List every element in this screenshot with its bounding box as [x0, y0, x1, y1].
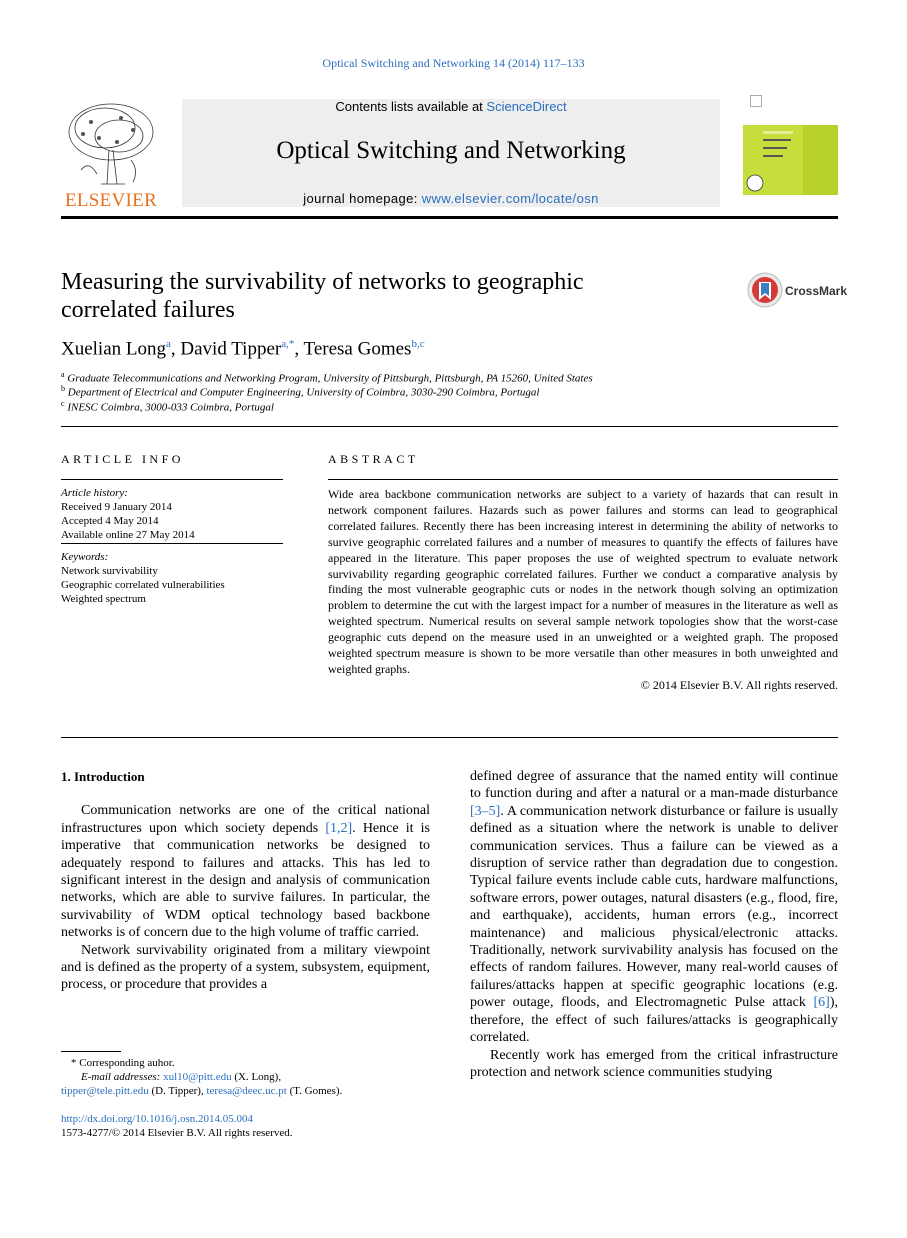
email-owner: (T. Gomes).: [286, 1085, 343, 1097]
article-info-heading: ARTICLE INFO: [61, 452, 184, 466]
journal-banner: [182, 99, 720, 207]
abstract-copyright: © 2014 Elsevier B.V. All rights reserved.: [640, 677, 838, 692]
citation-link[interactable]: [6]: [813, 995, 830, 1011]
citation-link[interactable]: [3–5]: [470, 803, 501, 819]
sciencedirect-link[interactable]: ScienceDirect: [486, 99, 567, 114]
author-affil-sup[interactable]: b,c: [411, 338, 425, 350]
doi-text[interactable]: http://dx.doi.org/10.1016/j.osn.2014.05.004: [61, 1113, 254, 1125]
paragraph: [61, 802, 430, 941]
keyword: Geographic correlated vulnerabilities: [61, 579, 225, 591]
affiliation: [61, 399, 274, 414]
abstract-body: [328, 487, 838, 694]
email-label: E-mail addresses:: [81, 1071, 164, 1083]
abstract-end-rule: [61, 737, 838, 738]
journal-cover-image: [743, 125, 838, 195]
article-info-rule: [61, 479, 283, 480]
author-name: Xuelian Long: [61, 338, 167, 360]
body-column-right: [470, 768, 838, 1081]
affiliation-text: Department of Electrical and Computer Engineering, University of Coimbra, 3030-290 Coimbra, Portugal: [67, 386, 540, 399]
author-name: David Tipper: [180, 338, 282, 360]
history-rule: [61, 543, 283, 544]
issn-line: 1573-4277/© 2014 Elsevier B.V. All rights reserved.: [61, 1127, 293, 1139]
paragraph: Network survivability originated from a military viewpoint and is defined as the property of a system, subsystem, equipment, process, or procedure that provides a: [61, 942, 430, 993]
citation-link[interactable]: [1,2]: [325, 820, 353, 836]
doi-link[interactable]: [61, 1112, 253, 1126]
homepage-link[interactable]: www.elsevier.com/locate/osn: [421, 191, 599, 206]
paragraph: Recently work has emerged from the critical infrastructure protection and network science communities studying: [470, 1047, 838, 1080]
email-owner: (D. Tipper),: [148, 1085, 207, 1097]
crossmark-icon[interactable]: [747, 272, 783, 308]
online-date: Available online 27 May 2014: [61, 529, 195, 541]
author-affil-sup[interactable]: a: [166, 338, 171, 350]
article-title: [61, 268, 701, 324]
homepage-line: [182, 191, 720, 206]
header-rule: [61, 216, 838, 219]
section-heading: 1. Introduction: [61, 769, 145, 784]
article-history: [61, 486, 283, 542]
keyword: Weighted spectrum: [61, 593, 146, 605]
author-affil-sup[interactable]: a,*: [281, 338, 295, 350]
title-line-1: Measuring the survivability of networks to geographic: [61, 269, 584, 295]
paragraph-text: ), therefore, the effect of such failures/attacks is geographically correlated.: [470, 995, 838, 1046]
history-label: Article history:: [61, 487, 128, 499]
cover-small-icon: [750, 95, 762, 107]
email-line: [61, 1084, 430, 1098]
crossmark-label[interactable]: CrossMark: [785, 284, 848, 298]
author-name: Teresa Gomes: [303, 338, 412, 360]
publisher-wordmark: ELSEVIER: [64, 190, 158, 211]
abstract-text: Wide area backbone communication networks are subject to a variety of hazards that can result in network component failures. Hazards such as power failures and storms can lead to geographical correlated failures. Recently there has been increasing interest in determining the ability of networks to survive geographic correlated failures and a number of measures to quantify the effects of failures have appeared in the literature. This paper proposes the use of weighted spectrum to evaluate network survivability regarding geographic correlated failures. Further we conduct a comparative analysis by finding the most vulnerable geographic cuts or nodes in the network though solving an optimization problem to determine the cut with the largest impact for a number of measures in the literature as well as weighted spectrum. Numerical results on several sample network topologies show that the worst-case geographic cuts depend on the measure used in an unweighted or a weighted graph. The proposed weighted spectrum measure is shown to be more versatile than other measures in both unweighted and weighted graphs.: [328, 487, 838, 676]
affiliation-sup: b: [61, 384, 65, 393]
paragraph-text: defined degree of assurance that the named entity will continue to function during and after a natural or a man-made disturbance: [470, 769, 838, 802]
affiliation-text: Graduate Telecommunications and Networking Program, University of Pittsburgh, Pittsburgh, PA 15260, United States: [67, 372, 593, 385]
footnotes: [61, 1056, 430, 1098]
affiliation-sup: a: [61, 370, 65, 379]
author-list: Xuelian Long$^a$, David Tipper$^{a,*}$, Teresa Gomes$^{b,c}$: [61, 338, 425, 360]
footnote-rule: [61, 1051, 121, 1052]
contents-prefix: Contents lists available at: [335, 99, 487, 114]
journal-citation[interactable]: Optical Switching and Networking 14 (2014) 117–133: [322, 56, 585, 70]
received-date: Received 9 January 2014: [61, 501, 172, 513]
paragraph: [470, 768, 838, 1047]
email-line: [61, 1070, 430, 1084]
email-link[interactable]: teresa@deec.uc.pt: [206, 1085, 287, 1097]
affiliation-sup: c: [61, 399, 65, 408]
contents-line: [182, 99, 720, 114]
body-column-left: [61, 768, 430, 994]
paragraph-text: Communication networks are one of the critical national infrastructures upon which society depends: [61, 803, 430, 836]
paragraph-text: . Hence it is imperative that communication networks be designed to adequately respond to failures and attacks. This has led to significant interest in the design and analysis of communication networks, which are able to survive failures. In particular, the survivability of WDM optical technology based backbone networks is of concern due to the high volume of traffic carried.: [61, 820, 430, 941]
title-line-2: correlated failures: [61, 297, 235, 323]
abstract-heading: ABSTRACT: [328, 452, 419, 466]
affiliation-rule: [61, 426, 838, 427]
email-link[interactable]: xul10@pitt.edu: [163, 1071, 232, 1083]
accepted-date: Accepted 4 May 2014: [61, 515, 159, 527]
paragraph-text: . A communication network disturbance or failure is usually defined as a situation where the network is unable to deliver communication services. Thus a failure can be viewed as a disruption of service rather than degradation due to congestion. Typical failure events include cable cuts, hardware malfunctions, software errors, power outages, natural disasters (e.g., flood, fire, and earthquake), accidents, human errors (e.g., incorrect maintenance) and malicious physical/electronic attacks. Traditionally, network survivability analysis has focused on the effects of random failures. However, many real-world causes of failures/attacks happen at specific geographic locations (e.g. power outage, floods, and Electromagnetic Pulse attack: [470, 803, 838, 1011]
keywords: [61, 550, 283, 606]
abstract-rule: [328, 479, 838, 480]
affiliation: [61, 370, 593, 385]
email-link[interactable]: tipper@tele.pitt.edu: [61, 1085, 149, 1097]
homepage-prefix: journal homepage:: [303, 191, 422, 206]
keyword: Network survivability: [61, 565, 158, 577]
affiliation: [61, 384, 540, 399]
keywords-label: Keywords:: [61, 551, 109, 563]
corresponding-note: * Corresponding auhor.: [71, 1057, 175, 1069]
journal-title: Optical Switching and Networking: [276, 137, 626, 164]
email-owner: (X. Long),: [231, 1071, 282, 1083]
affiliation-text: INESC Coimbra, 3000-033 Coimbra, Portugal: [67, 401, 274, 414]
